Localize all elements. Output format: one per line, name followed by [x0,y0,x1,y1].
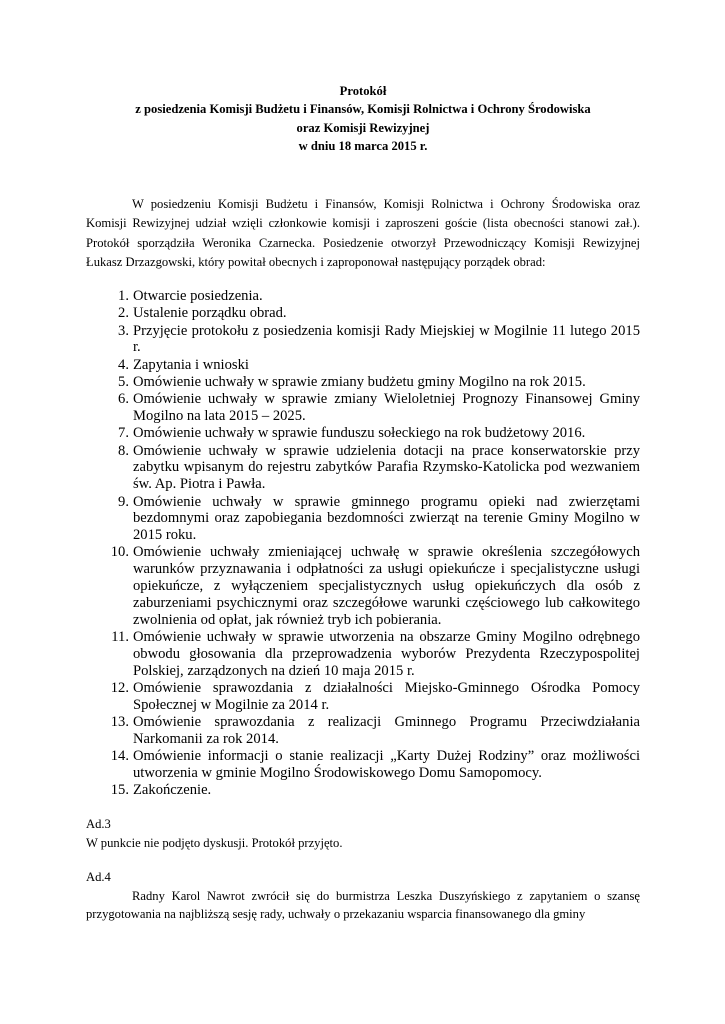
agenda-item [86,323,640,357]
agenda-item-text: Omówienie uchwały zmieniającej uchwałę w sprawie określenia szczegółowych warunków przyznawania i odpłatności za usługi opiekuńcze i specjalistyczne usługi opiekuńcze, z wyłączeniem specjalistycznych usług opiekuńczych dla osób z zaburzeniami psychicznymi oraz szczegółowe warunki częściowego lub całkowitego zwolnienia od opłat, jak również tryb ich pobierania. [133,544,640,628]
agenda-item-number: 6. [118,391,129,408]
agenda-item-text: Omówienie uchwały w sprawie zmiany Wieloletniej Prognozy Finansowej Gminy Mogilno na lata 2015 – 2025. [133,391,640,425]
agenda-item-number: 5. [118,373,129,390]
title-line-4: w dniu 18 marca 2015 r. [298,138,428,153]
agenda-item-text: Omówienie sprawozdania z realizacji Gminnego Programu Przeciwdziałania Narkomanii za rok 2014. [133,713,640,747]
agenda-item [86,748,640,782]
agenda-item-text: Omówienie uchwały w sprawie funduszu sołeckiego na rok budżetowy 2016. [133,425,586,442]
agenda-item [86,443,640,493]
agenda-item-number: 12. [110,679,129,696]
agenda-item-number: 11. [111,628,129,645]
agenda-item-number: 4. [118,356,129,373]
agenda-item [86,357,640,374]
agenda-item-number: 15. [110,782,129,799]
agenda-item-number: 8. [118,442,129,459]
section-heading: Ad.4 [86,870,111,885]
agenda-item-text: Przyjęcie protokołu z posiedzenia komisji Rady Miejskiej w Mogilnie 11 lutego 2015 r. [133,322,640,356]
agenda-item-text: Omówienie uchwały w sprawie zmiany budżetu gminy Mogilno na rok 2015. [133,373,586,390]
agenda-item-text: Omówienie uchwały w sprawie udzielenia dotacji na prace konserwatorskie przy zabytku wpisanym do rejestru zabytków Parafia Rzymsko-Katolicka pod wezwaniem św. Ap. Piotra i Pawła. [133,442,640,493]
title-line-2: z posiedzenia Komisji Budżetu i Finansów, Komisji Rolnictwa i Ochrony Środowiska [135,102,591,117]
agenda-list [86,288,640,799]
agenda-item-text: Omówienie informacji o stanie realizacji „Karty Dużej Rodziny” oraz możliwości utworzenia w gminie Mogilno Środowiskowego Domu Samopomocy. [133,748,640,781]
agenda-item [86,544,640,628]
agenda-item [86,782,640,799]
document-page [86,82,640,924]
agenda-item-text: Zakończenie. [133,782,212,799]
agenda-item [86,374,640,391]
agenda-item-number: 14. [110,748,129,765]
agenda-item [86,494,640,544]
agenda-item [86,391,640,425]
agenda-item-text: Omówienie uchwały w sprawie utworzenia na obszarze Gminy Mogilno odrębnego obwodu głosowania dla przeprowadzenia wyborów Prezydenta Rzeczypospolitej Polskiej, zarządzonych na dzień 10 maja 2015 r. [133,628,640,679]
title-line-3: oraz Komisji Rewizyjnej [296,120,430,135]
intro-paragraph: W posiedzeniu Komisji Budżetu i Finansów, Komisji Rolnictwa i Ochrony Środowiska oraz Komisji Rewizyjnej udział wzięli członkowie komisji i zaproszeni goście (lista obecności stanowi zał.). Protokół sporządziła Weronika Czarnecka. Posiedzenie otworzył Przewodniczący Komisji Rewizyjnej Łukasz Drzazgowski, który powitał obecnych i zaproponował następujący porządek obrad: [86,197,640,269]
agenda-item-number: 1. [118,288,129,304]
agenda-item-text: Zapytania i wnioski [133,356,249,373]
agenda-item-number: 3. [118,322,129,339]
agenda-item-text: Omówienie sprawozdania z działalności Miejsko-Gminnego Ośrodka Pomocy Społecznej w Mogilnie za 2014 r. [133,679,640,713]
section-ad3 [86,815,640,852]
section-ad4 [86,868,640,924]
agenda-item [86,629,640,679]
agenda-item-text: Omówienie uchwały w sprawie gminnego programu opieki nad zwierzętami bezdomnymi oraz zapobiegania bezdomności zwierząt na terenie Gminy Mogilno w 2015 roku. [133,493,640,544]
agenda-item-text: Otwarcie posiedzenia. [133,288,263,304]
agenda-item-text: Ustalenie porządku obrad. [133,305,287,322]
agenda-item-number: 10. [110,544,129,561]
agenda-item [86,714,640,748]
agenda-item-number: 9. [118,493,129,510]
section-text: W punkcie nie podjęto dyskusji. Protokół przyjęto. [86,835,343,850]
agenda-item [86,305,640,322]
section-heading: Ad.3 [86,816,111,831]
agenda-item-number: 2. [118,305,129,322]
section-text: Radny Karol Nawrot zwrócił się do burmistrza Leszka Duszyńskiego z zapytaniem o szansę przygotowania na najbliższą sesję rady, uchwały o przekazaniu wsparcia finansowanego dla gminy [86,888,640,922]
agenda-item [86,288,640,305]
agenda-item-number: 7. [118,425,129,442]
agenda-item [86,425,640,442]
agenda-item-number: 13. [110,713,129,730]
document-title [86,82,640,155]
title-line-1: Protokół [339,84,387,98]
agenda-item [86,680,640,714]
